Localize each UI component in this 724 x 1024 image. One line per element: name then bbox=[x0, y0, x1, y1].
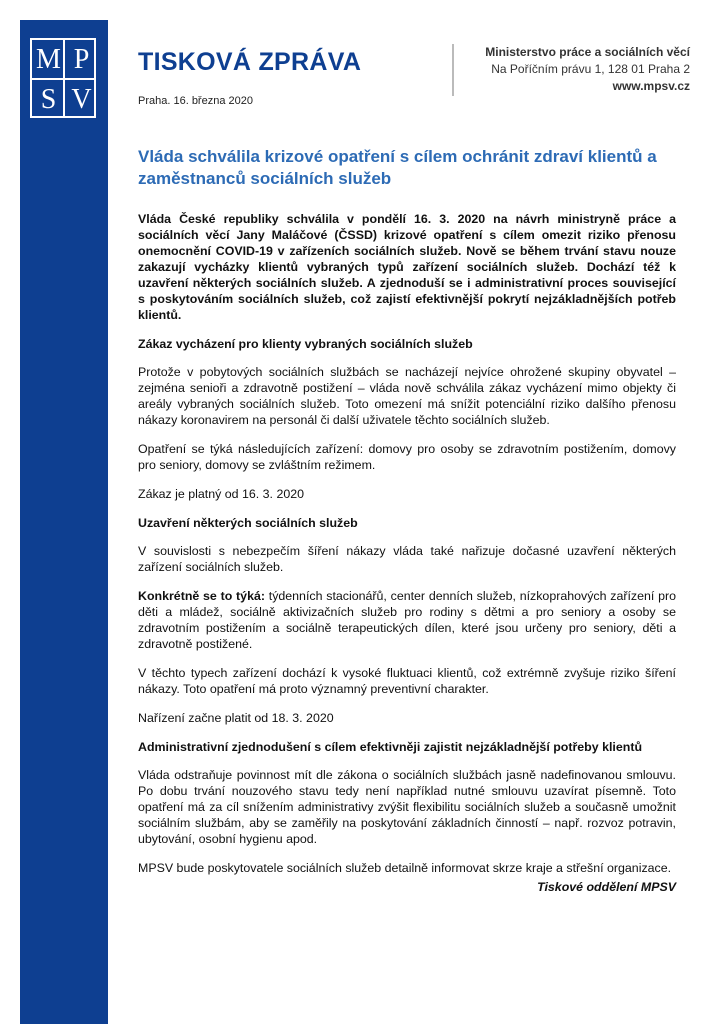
paragraph: V těchto typech zařízení dochází k vysoké fluktuaci klientů, což extrémně zvyšuje riziko šíření nákazy. Toto opatření má proto významný preventivní charakter. bbox=[138, 666, 676, 696]
paragraph: Zákaz je platný od 16. 3. 2020 bbox=[138, 487, 305, 501]
header-divider bbox=[452, 44, 454, 96]
ministry-address: Na Poříčním právu 1, 128 01 Praha 2 bbox=[491, 62, 690, 76]
lead-paragraph: Vláda České republiky schválila v pondělí 16. 3. 2020 na návrh ministryně práce a sociálních věcí Jany Maláčové (ČSSD) krizové opatření s cílem omezit riziko přenosu onemocnění COVID-19 v zařízeních sociálních služeb. Nově se během trvání stavu nouze zakazují vycházky klientů vybraných typů zařízení sociálních služeb. Dochází též k uzavření některých sociálních služeb. A zjednoduší se i administrativní proces související s poskytováním sociálních služeb, což zajistí efektivnější pokrytí nejzákladnějších potřeb klientů. bbox=[138, 212, 676, 322]
dateline: Praha. 16. března 2020 bbox=[138, 95, 253, 107]
paragraph: Nařízení začne platit od 18. 3. 2020 bbox=[138, 711, 334, 725]
logo-letter-v: V bbox=[71, 84, 92, 115]
ministry-contact bbox=[485, 44, 690, 95]
logo-letter-p: P bbox=[73, 44, 90, 75]
paragraph-label: Konkrétně se to týká: bbox=[138, 589, 265, 603]
press-release-body bbox=[138, 211, 676, 895]
paragraph: MPSV bude poskytovatele sociálních služeb detailně informovat skrze kraje a střešní organizace. bbox=[138, 861, 672, 875]
paragraph: Vláda odstraňuje povinnost mít dle zákona o sociálních službách jasně nadefinovanou smlouvu. Po dobu trvání nouzového stavu tedy není například nutné smlouvu uzavírat písemně. Toto opatření má za cíl snížením administrativy zvýšit flexibilitu sociálních služeb a současně umožnit sociálním službám, aby se zaměřily na poskytování základních činností – např. rozvoz potravin, ubytování, osobní hygienu apod. bbox=[138, 768, 676, 846]
signature: Tiskové oddělení MPSV bbox=[537, 880, 676, 894]
paragraph-text: týdenních stacionářů, center denních služeb, nízkoprahových zařízení pro děti a mládež, sociálně aktivizačních služeb pro rodiny s dětmi a pro seniory a osoby se zdravotním postižením a sociálně terapeutických dílen, které jsou určeny pro seniory, děti a zdravotně postižené. bbox=[138, 589, 677, 651]
ministry-name: Ministerstvo práce a sociálních věcí bbox=[485, 45, 690, 59]
paragraph: Opatření se týká následujících zařízení: domovy pro osoby se zdravotním postižením, domovy pro seniory, domovy se zvláštním režimem. bbox=[138, 442, 676, 472]
document-title: TISKOVÁ ZPRÁVA bbox=[138, 48, 362, 76]
press-release-headline: Vláda schválila krizové opatření s cílem ochránit zdraví klientů a zaměstnanců sociálních služeb bbox=[138, 147, 657, 188]
section-heading-closures: Uzavření některých sociálních služeb bbox=[138, 516, 358, 530]
logo-letter-m: M bbox=[36, 44, 61, 75]
section-heading-admin: Administrativní zjednodušení s cílem efektivněji zajistit nejzákladnější potřeby klientů bbox=[138, 740, 643, 754]
ministry-website: www.mpsv.cz bbox=[612, 79, 690, 93]
logo-letter-s: S bbox=[40, 84, 57, 115]
section-heading-outing-ban: Zákaz vycházení pro klienty vybraných sociálních služeb bbox=[138, 337, 473, 351]
paragraph bbox=[138, 588, 676, 652]
mpsv-logo bbox=[30, 38, 96, 118]
brand-side-band bbox=[20, 20, 108, 1024]
paragraph: Protože v pobytových sociálních službách se nacházejí nejvíce ohrožené skupiny obyvatel – zejména senioři a zdravotně postižení – vláda nově schválila zákaz vycházení mimo objekty či areály vybraných sociálních služeb. Toto omezení má snížit potenciální riziko dalšího přenosu nákazy koronavirem na personál či další uživatele těchto sociálních služeb. bbox=[138, 365, 676, 427]
paragraph: V souvislosti s nebezpečím šíření nákazy vláda také nařizuje dočasné uzavření některých zařízení sociálních služeb. bbox=[138, 544, 676, 574]
